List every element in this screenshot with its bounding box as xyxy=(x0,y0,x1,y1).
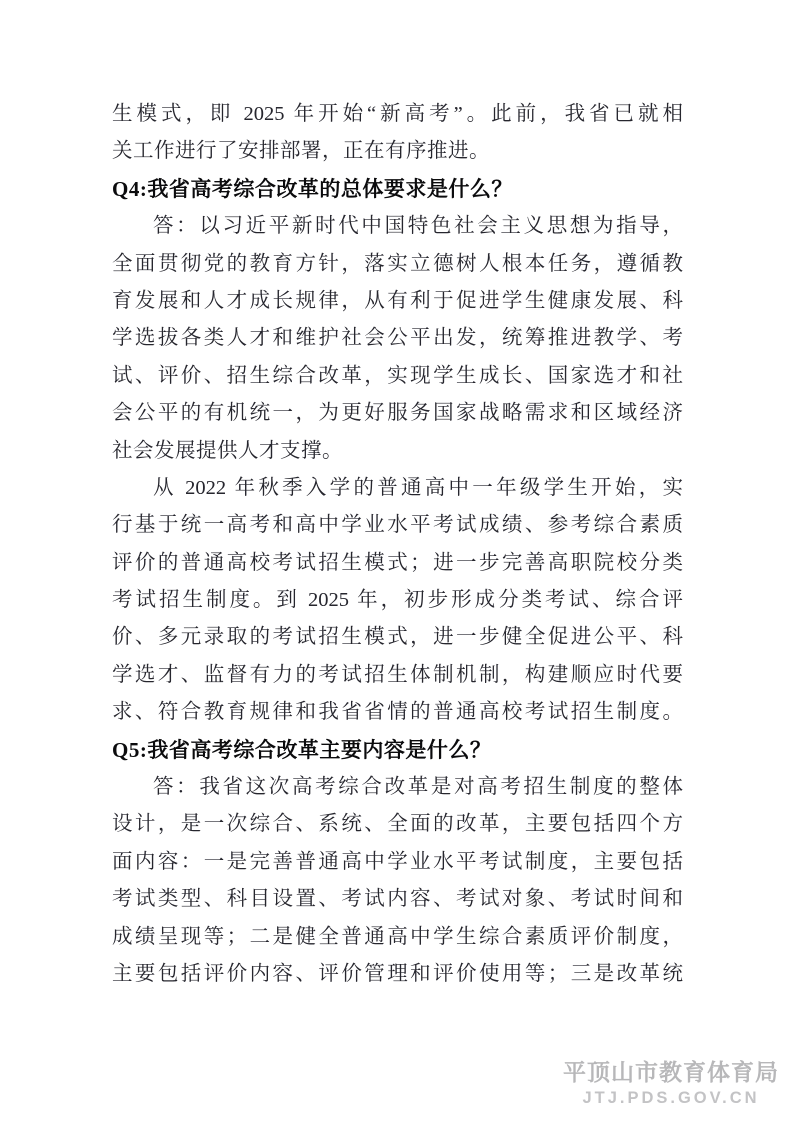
watermark-url: JTJ.PDS.GOV.CN xyxy=(582,1089,760,1107)
body-line: 社会发展提供人才支撑。 xyxy=(112,439,343,462)
body-line: 答：我省这次高考综合改革是对高考招生制度的整体 xyxy=(153,776,683,799)
body-line: 面内容：一是完善普通高中学业水平考试制度，主要包括 xyxy=(112,850,683,873)
watermark-org-name: 平顶山市教育体育局 xyxy=(563,1060,779,1085)
body-line: 评价的普通高校考试招生模式；进一步完善高职院校分类 xyxy=(112,551,683,574)
body-line: 学选才、监督有力的考试招生体制机制，构建顺应时代要 xyxy=(112,663,683,686)
body-line: 会公平的有机统一，为更好服务国家战略需求和区域经济 xyxy=(112,402,683,425)
body-line: 从 2022 年秋季入学的普通高中一年级学生开始，实 xyxy=(153,476,683,499)
body-line: 价、多元录取的考试招生模式，进一步健全促进公平、科 xyxy=(112,626,683,649)
body-line: 育发展和人才成长规律，从有利于促进学生健康发展、科 xyxy=(112,289,683,312)
body-line: 学选拔各类人才和维护社会公平出发，统筹推进教学、考 xyxy=(112,327,683,350)
question-heading-q4: Q4:我省高考综合改革的总体要求是什么？ xyxy=(112,176,513,201)
body-line: 行基于统一高考和高中学业水平考试成绩、参考综合素质 xyxy=(112,514,683,537)
body-line: 全面贯彻党的教育方针，落实立德树人根本任务，遵循教 xyxy=(112,252,683,275)
body-line: 答：以习近平新时代中国特色社会主义思想为指导， xyxy=(153,215,683,238)
body-line: 生模式，即 2025 年开始“新高考”。此前，我省已就相 xyxy=(112,103,683,125)
question-heading-q5: Q5:我省高考综合改革主要内容是什么？ xyxy=(112,737,492,762)
body-line: 设计，是一次综合、系统、全面的改革，主要包括四个方 xyxy=(112,813,683,836)
body-line: 关工作进行了安排部署，正在有序推进。 xyxy=(112,140,490,163)
body-line: 成绩呈现等；二是健全普通高中学生综合素质评价制度， xyxy=(112,925,683,948)
body-line: 考试类型、科目设置、考试内容、考试对象、考试时间和 xyxy=(112,888,683,911)
body-line: 考试招生制度。到 2025 年，初步形成分类考试、综合评 xyxy=(112,589,683,612)
body-line: 求、符合教育规律和我省省情的普通高校考试招生制度。 xyxy=(112,701,683,724)
body-line: 试、评价、招生综合改革，实现学生成长、国家选才和社 xyxy=(112,364,683,387)
document-lines xyxy=(112,96,683,993)
watermark xyxy=(553,1058,789,1109)
body-line: 主要包括评价内容、评价管理和评价使用等；三是改革统 xyxy=(112,962,683,985)
